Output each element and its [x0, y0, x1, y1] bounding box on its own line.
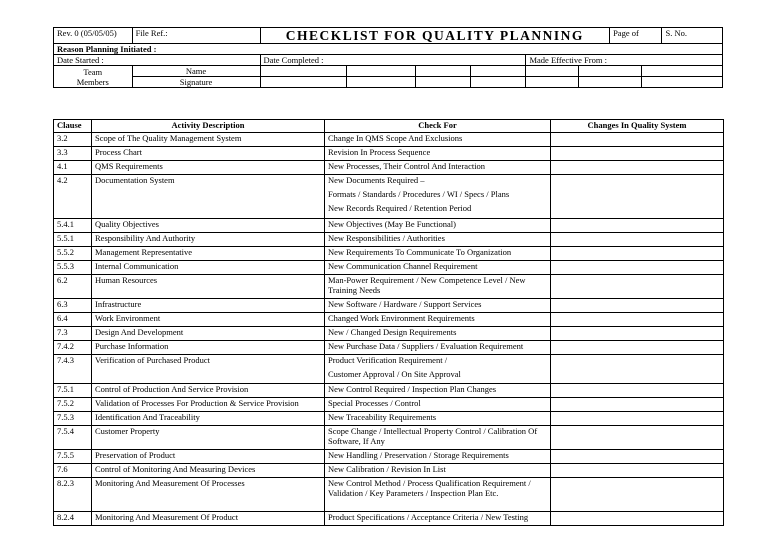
page-title: CHECKLIST FOR QUALITY PLANNING	[260, 28, 610, 44]
table-row	[54, 261, 724, 275]
team-name-cell[interactable]	[471, 66, 526, 77]
table-row	[54, 398, 724, 412]
activity-cell: Infrastructure	[92, 299, 325, 313]
clause-cell: 8.2.3	[54, 478, 92, 512]
team-signature-cell[interactable]	[415, 77, 470, 88]
table-row	[54, 247, 724, 261]
check-cell	[325, 247, 551, 261]
clause-cell: 8.2.4	[54, 512, 92, 526]
clause-cell: 5.4.1	[54, 219, 92, 233]
changes-cell[interactable]	[551, 147, 724, 161]
header-table	[53, 27, 723, 88]
check-line: New Purchase Data / Suppliers / Evaluation Requirement	[328, 341, 524, 351]
clause-cell: 3.3	[54, 147, 92, 161]
name-label: Name	[132, 66, 260, 77]
clause-cell: 6.2	[54, 275, 92, 299]
activity-cell: Monitoring And Measurement Of Product	[92, 512, 325, 526]
clause-cell: 3.2	[54, 133, 92, 147]
check-cell	[325, 327, 551, 341]
activity-cell: Purchase Information	[92, 341, 325, 355]
clause-cell: 4.2	[54, 175, 92, 219]
column-header-changes: Changes In Quality System	[551, 120, 724, 133]
check-line: New Objectives (May Be Functional)	[328, 219, 456, 229]
checklist-table	[53, 119, 724, 526]
check-cell	[325, 147, 551, 161]
changes-cell[interactable]	[551, 398, 724, 412]
check-cell	[325, 175, 551, 219]
changes-cell[interactable]	[551, 478, 724, 512]
activity-cell: Human Resources	[92, 275, 325, 299]
activity-cell: Internal Communication	[92, 261, 325, 275]
activity-cell: Customer Property	[92, 426, 325, 450]
team-label: Team	[83, 67, 103, 77]
activity-cell: Scope of The Quality Management System	[92, 133, 325, 147]
table-row	[54, 275, 724, 299]
changes-cell[interactable]	[551, 161, 724, 175]
table-row	[54, 233, 724, 247]
changes-cell[interactable]	[551, 341, 724, 355]
check-line: Revision In Process Sequence	[328, 147, 431, 157]
check-line: New Handling / Preservation / Storage Requirements	[328, 450, 509, 460]
check-cell	[325, 261, 551, 275]
changes-cell[interactable]	[551, 313, 724, 327]
check-line: New Software / Hardware / Support Services	[328, 299, 482, 309]
team-members-label	[54, 66, 133, 88]
column-header-row	[54, 120, 724, 133]
team-name-cell[interactable]	[347, 66, 416, 77]
header-row-reason	[54, 44, 723, 55]
column-header-clause: Clause	[54, 120, 92, 133]
clause-cell: 6.4	[54, 313, 92, 327]
check-line: Special Processes / Control	[328, 398, 421, 408]
check-line: Customer Approval / On Site Approval	[328, 369, 461, 379]
table-row	[54, 161, 724, 175]
changes-cell[interactable]	[551, 247, 724, 261]
check-cell	[325, 412, 551, 426]
check-line: Scope Change / Intellectual Property Control / Calibration Of Software, If Any	[328, 426, 538, 446]
date-completed: Date Completed :	[260, 55, 526, 66]
signature-label: Signature	[132, 77, 260, 88]
activity-cell: Control of Production And Service Provision	[92, 384, 325, 398]
clause-cell: 7.4.2	[54, 341, 92, 355]
check-cell	[325, 275, 551, 299]
clause-cell: 5.5.2	[54, 247, 92, 261]
changes-cell[interactable]	[551, 275, 724, 299]
changes-cell[interactable]	[551, 464, 724, 478]
check-line: New Requirements To Communicate To Organization	[328, 247, 512, 257]
check-line: Formats / Standards / Procedures / WI / Specs / Plans	[328, 189, 510, 199]
team-name-cell[interactable]	[642, 66, 723, 77]
clause-cell: 7.6	[54, 464, 92, 478]
table-row	[54, 313, 724, 327]
check-line: New Responsibilities / Authorities	[328, 233, 445, 243]
team-name-cell[interactable]	[260, 66, 347, 77]
check-cell	[325, 313, 551, 327]
clause-cell: 6.3	[54, 299, 92, 313]
team-signature-cell[interactable]	[471, 77, 526, 88]
check-cell	[325, 512, 551, 526]
check-line: Changed Work Environment Requirements	[328, 313, 475, 323]
check-cell	[325, 464, 551, 478]
activity-cell: Control of Monitoring And Measuring Devices	[92, 464, 325, 478]
page-of: Page of	[610, 28, 662, 44]
made-effective: Made Effective From :	[526, 55, 723, 66]
clause-cell: 7.5.5	[54, 450, 92, 464]
revision: Rev. 0 (05/05/05)	[54, 28, 133, 44]
table-row	[54, 147, 724, 161]
table-row	[54, 384, 724, 398]
column-header-check: Check For	[325, 120, 551, 133]
serial-no: S. No.	[662, 28, 723, 44]
check-cell	[325, 450, 551, 464]
date-started: Date Started :	[54, 55, 261, 66]
changes-cell[interactable]	[551, 219, 724, 233]
check-line: New Documents Required –	[328, 175, 425, 185]
check-line: Product Verification Requirement /	[328, 355, 448, 365]
changes-cell[interactable]	[551, 412, 724, 426]
team-signature-cell[interactable]	[347, 77, 416, 88]
check-line: Man-Power Requirement / New Competence Level / New Training Needs	[328, 275, 526, 295]
team-signature-cell[interactable]	[578, 77, 641, 88]
activity-cell: Management Representative	[92, 247, 325, 261]
check-cell	[325, 355, 551, 384]
changes-cell[interactable]	[551, 355, 724, 384]
changes-cell[interactable]	[551, 175, 724, 219]
changes-cell[interactable]	[551, 426, 724, 450]
clause-cell: 7.3	[54, 327, 92, 341]
activity-cell: QMS Requirements	[92, 161, 325, 175]
activity-cell: Work Environment	[92, 313, 325, 327]
table-row	[54, 512, 724, 526]
activity-cell: Responsibility And Authority	[92, 233, 325, 247]
clause-cell: 4.1	[54, 161, 92, 175]
members-label: Members	[76, 77, 109, 87]
check-cell	[325, 384, 551, 398]
changes-cell[interactable]	[551, 133, 724, 147]
table-row	[54, 327, 724, 341]
header-row-dates	[54, 55, 723, 66]
table-row	[54, 299, 724, 313]
check-cell	[325, 133, 551, 147]
table-row	[54, 175, 724, 219]
check-line: New / Changed Design Requirements	[328, 327, 457, 337]
changes-cell[interactable]	[551, 299, 724, 313]
check-cell	[325, 341, 551, 355]
check-cell	[325, 478, 551, 512]
team-signature-cell[interactable]	[642, 77, 723, 88]
clause-cell: 7.4.3	[54, 355, 92, 384]
activity-cell: Documentation System	[92, 175, 325, 219]
check-cell	[325, 219, 551, 233]
check-cell	[325, 161, 551, 175]
table-row	[54, 450, 724, 464]
check-line: New Processes, Their Control And Interaction	[328, 161, 486, 171]
team-signature-cell[interactable]	[260, 77, 347, 88]
column-header-activity: Activity Description	[92, 120, 325, 133]
changes-cell[interactable]	[551, 261, 724, 275]
activity-cell: Validation of Processes For Production & Service Provision	[92, 398, 325, 412]
table-row	[54, 341, 724, 355]
clause-cell: 7.5.3	[54, 412, 92, 426]
check-line: New Communication Channel Requirement	[328, 261, 478, 271]
activity-cell: Verification of Purchased Product	[92, 355, 325, 384]
table-row	[54, 133, 724, 147]
check-line: Product Specifications / Acceptance Criteria / New Testing	[328, 512, 529, 522]
activity-cell: Monitoring And Measurement Of Processes	[92, 478, 325, 512]
clause-cell: 7.5.1	[54, 384, 92, 398]
check-cell	[325, 398, 551, 412]
check-line: New Control Required / Inspection Plan Changes	[328, 384, 497, 394]
check-line: New Records Required / Retention Period	[328, 203, 472, 213]
table-row	[54, 464, 724, 478]
activity-cell: Preservation of Product	[92, 450, 325, 464]
changes-cell[interactable]	[551, 233, 724, 247]
file-ref: File Ref.:	[132, 28, 260, 44]
activity-cell: Process Chart	[92, 147, 325, 161]
team-name-cell[interactable]	[526, 66, 578, 77]
table-row	[54, 412, 724, 426]
clause-cell: 5.5.3	[54, 261, 92, 275]
changes-cell[interactable]	[551, 327, 724, 341]
check-cell	[325, 233, 551, 247]
clause-cell: 5.5.1	[54, 233, 92, 247]
table-row	[54, 478, 724, 512]
table-row	[54, 219, 724, 233]
table-row	[54, 426, 724, 450]
changes-cell[interactable]	[551, 450, 724, 464]
check-line: New Traceability Requirements	[328, 412, 437, 422]
clause-cell: 7.5.2	[54, 398, 92, 412]
team-signature-cell[interactable]	[526, 77, 578, 88]
header-row-team-signature	[54, 77, 723, 88]
header-row-title	[54, 28, 723, 44]
clause-cell: 7.5.4	[54, 426, 92, 450]
changes-cell[interactable]	[551, 512, 724, 526]
check-line: New Control Method / Process Qualification Requirement / Validation / Key Parameters / Inspection Plan Etc.	[328, 478, 531, 498]
check-line: New Calibration / Revision In List	[328, 464, 446, 474]
activity-cell: Design And Development	[92, 327, 325, 341]
team-name-cell[interactable]	[415, 66, 470, 77]
table-row	[54, 355, 724, 384]
check-line: Change In QMS Scope And Exclusions	[328, 133, 463, 143]
header-row-team-name	[54, 66, 723, 77]
reason-planning: Reason Planning Initiated :	[54, 44, 723, 55]
check-cell	[325, 299, 551, 313]
activity-cell: Identification And Traceability	[92, 412, 325, 426]
team-name-cell[interactable]	[578, 66, 641, 77]
check-cell	[325, 426, 551, 450]
activity-cell: Quality Objectives	[92, 219, 325, 233]
changes-cell[interactable]	[551, 384, 724, 398]
